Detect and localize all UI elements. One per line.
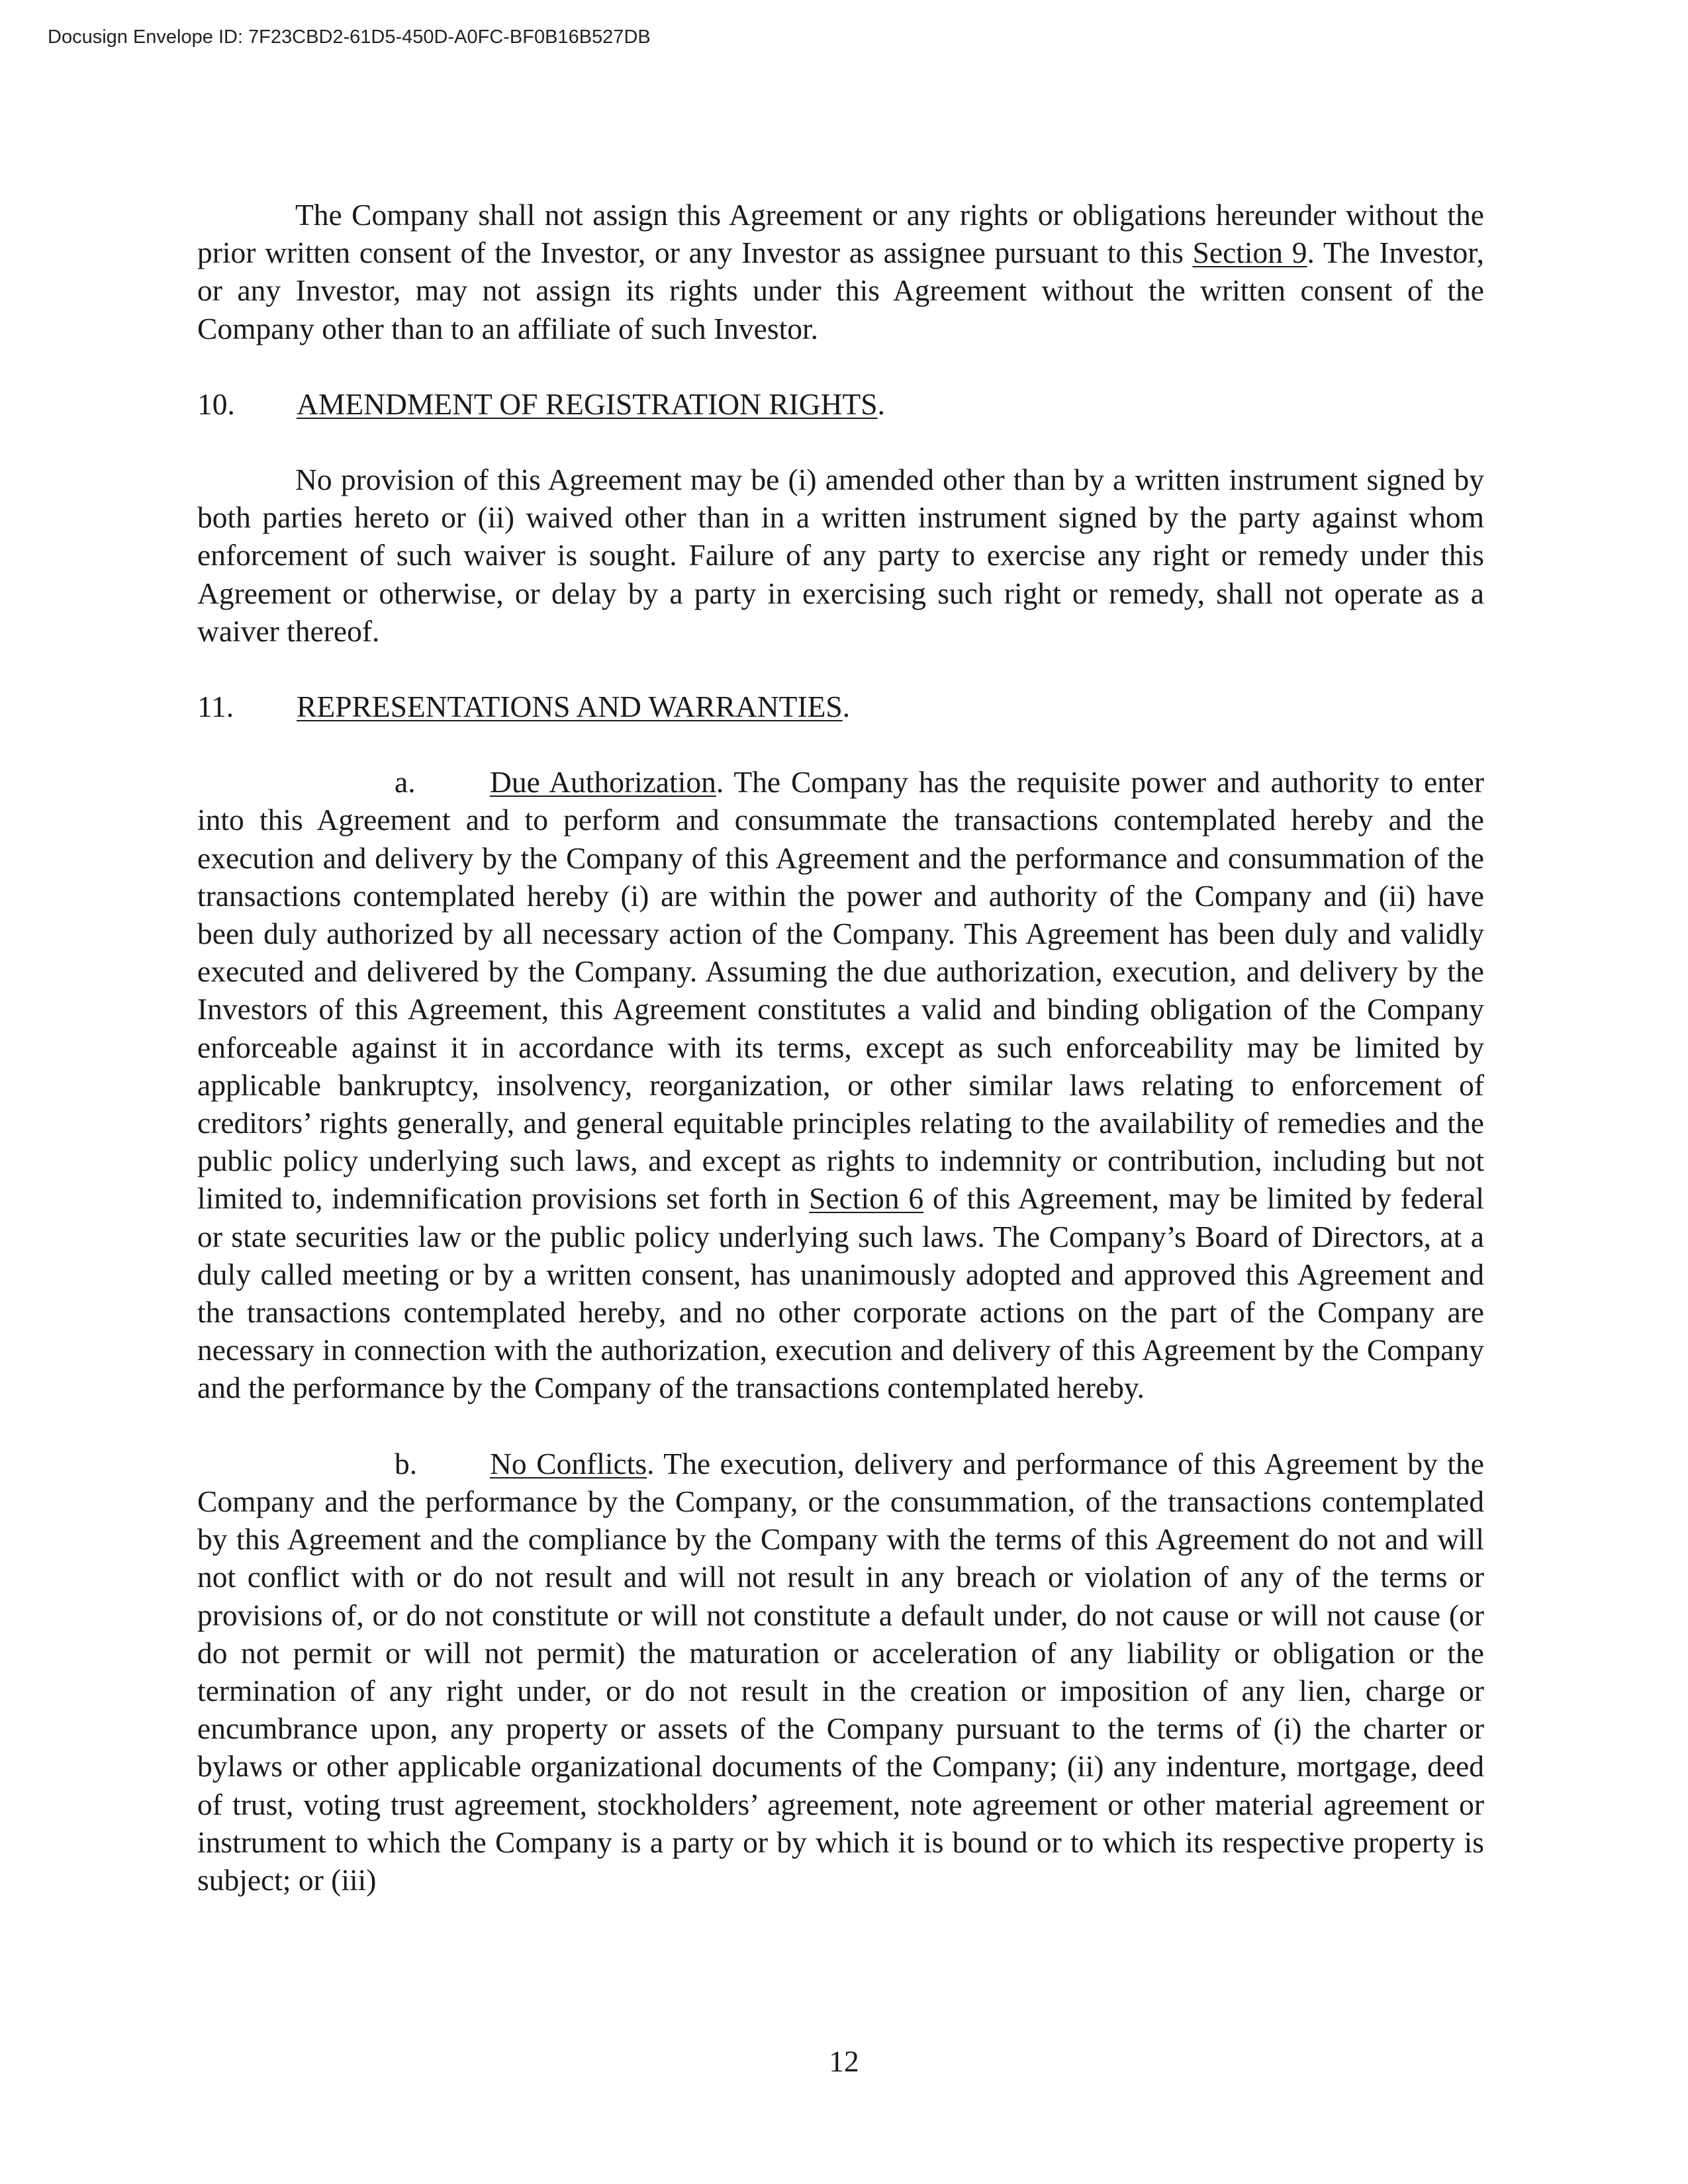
amendment-paragraph: No provision of this Agreement may be (i) amended other than by a written instrument signed by both parties hereto or (ii) waived other than in a written instrument signed by the party against whom enforcement of such waiver is sought. Failure of any party to exercise any right or remedy under this Agreement or otherwise, or delay by a party in exercising such right or remedy, shall not operate as a waiver thereof.: [197, 463, 1484, 648]
assignment-text-a: The Company shall not assign this Agreement or any rights or obligations hereunder without the prior written consent of the Investor, or any Investor as assignee pursuant to this: [197, 198, 1484, 270]
subsection-a-title: Due Authorization: [490, 765, 716, 799]
subsection-a-due-authorization: [197, 763, 1484, 1406]
docusign-envelope-id: Docusign Envelope ID: 7F23CBD2-61D5-450D-A0FC-BF0B16B527DB: [48, 26, 651, 48]
subsection-b-no-conflicts: [197, 1445, 1484, 1899]
section-9-reference: Section 9: [1192, 236, 1307, 270]
section-10-number: 10.: [197, 387, 235, 421]
section-10-heading: [197, 385, 1484, 423]
page-number: 12: [829, 2044, 859, 2078]
subsection-b-title: No Conflicts: [490, 1446, 647, 1480]
document-body: [197, 196, 1484, 1899]
section-11-number: 11.: [197, 690, 234, 724]
subsection-b-letter: b.: [395, 1446, 418, 1480]
section-11-heading: [197, 688, 1484, 725]
assignment-paragraph: [197, 196, 1484, 347]
section-10-title: AMENDMENT OF REGISTRATION RIGHTS: [297, 387, 878, 421]
subsection-b-text-1: . The execution, delivery and performance of this Agreement by the Company and the performance by the Company, or the consummation, of the transactions contemplated by this Agreement and the compliance by the Company with the terms of this Agreement do not and will not conflict with or do not result and will not result in any breach or violation of any of the terms or provisions of, or do not constitute or will not constitute a default under, do not cause or will not cause (or do not permit or will not permit) the maturation or acceleration of any liability or obligation or the termination of any right under, or do not result in the creation or imposition of any lien, charge or encumbrance upon, any property or assets of the Company pursuant to the terms of (i) the charter or bylaws or other applicable organizational documents of the Company; (ii) any indenture, mortgage, deed of trust, voting trust agreement, stockholders’ agreement, note agreement or other material agreement or instrument to which the Company is a party or by which it is bound or to which its respective property is subject; or (iii): [197, 1446, 1484, 1897]
section-10-period: .: [877, 387, 885, 421]
section-6-reference: Section 6: [809, 1181, 924, 1216]
subsection-a-letter: a.: [395, 765, 416, 799]
subsection-a-text-2: of this Agreement, may be limited by federal or state securities law or the public policy underlying such laws. The Company’s Board of Directors, at a duly called meeting or by a written consent, has unanimously adopted and approved this Agreement and the transactions contemplated hereby, and no other corporate actions on the part of the Company are necessary in connection with the authorization, execution and delivery of this Agreement by the Company and the performance by the Company of the transactions contemplated hereby.: [197, 1181, 1484, 1405]
section-11-title: REPRESENTATIONS AND WARRANTIES: [297, 690, 843, 724]
section-11-period: .: [842, 690, 851, 724]
subsection-a-text-1: . The Company has the requisite power and authority to enter into this Agreement and to perform and consummate the transactions contemplated hereby and the execution and delivery by the Company of this Agreement and the performance and consummation of the transactions contemplated hereby (i) are within the power and authority of the Company and (ii) have been duly authorized by all necessary action of the Company. This Agreement has been duly and validly executed and delivered by the Company. Assuming the due authorization, execution, and delivery by the Investors of this Agreement, this Agreement constitutes a valid and binding obligation of the Company enforceable against it in accordance with its terms, except as such enforceability may be limited by applicable bankruptcy, insolvency, reorganization, or other similar laws relating to enforcement of creditors’ rights generally, and general equitable principles relating to the availability of remedies and the public policy underlying such laws, and except as rights to indemnity or contribution, including but not limited to, indemnification provisions set forth in: [197, 765, 1484, 1216]
assignment-text-b: . The Investor, or any Investor, may not assign its rights under this Agreement without the written consent of the Company other than to an affiliate of such Investor.: [197, 236, 1484, 345]
